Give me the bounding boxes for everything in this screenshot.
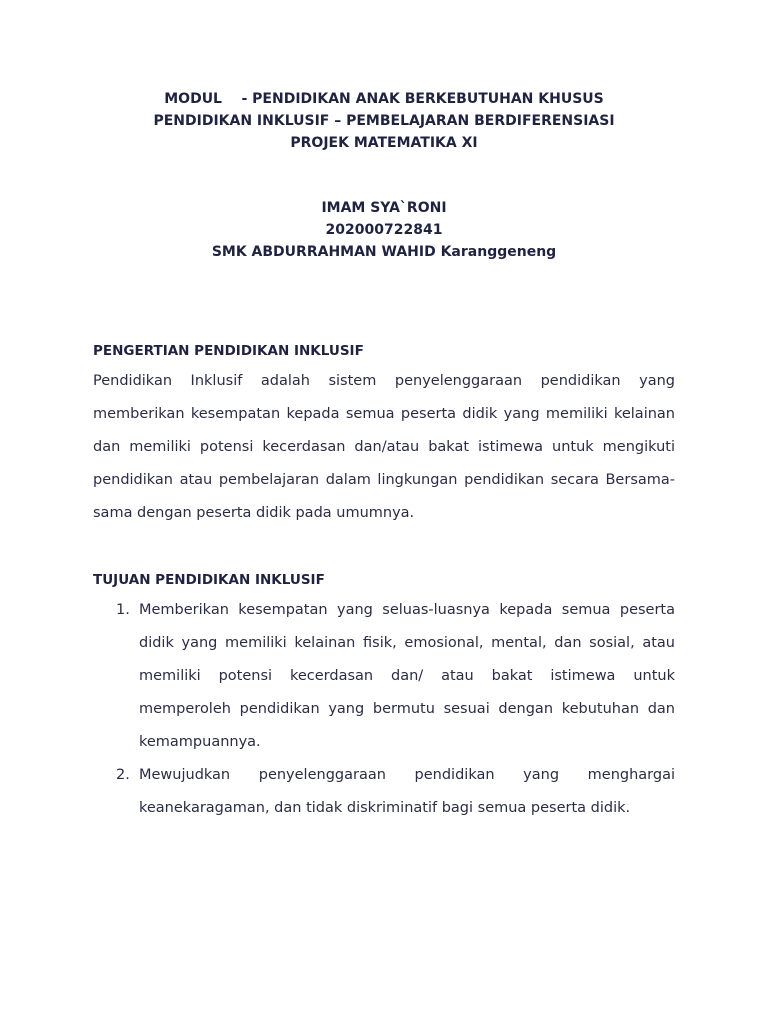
goals-heading: TUJUAN PENDIDIKAN INKLUSIF <box>93 572 325 588</box>
goals-list <box>93 594 675 825</box>
title-line-project: PROJEK MATEMATIKA XI <box>290 135 478 151</box>
list-item-number: 2. <box>116 767 130 783</box>
definition-paragraph: Pendidikan Inklusif adalah sistem penyelenggaraan pendidikan yang memberikan kesempatan kepada semua peserta didik yang memiliki kelainan dan memiliki potensi kecerdasan dan/atau bakat istimewa untuk mengikuti pendidikan atau pembelajaran dalam lingkungan pendidikan secara Bersama-sama dengan peserta didik pada umumnya. <box>93 373 675 521</box>
definition-heading: PENGERTIAN PENDIDIKAN INKLUSIF <box>93 343 364 359</box>
list-item-number: 1. <box>116 602 130 618</box>
goals-section <box>93 570 675 825</box>
title-line-topic: PENDIDIKAN INKLUSIF – PEMBELAJARAN BERDIFERENSIASI <box>153 113 615 129</box>
definition-section <box>93 341 675 530</box>
author-id-number: 202000722841 <box>325 222 443 238</box>
list-item <box>93 759 675 825</box>
list-item-text: Memberikan kesempatan yang seluas-luasnya kepada semua peserta didik yang memiliki kelainan fisik, emosional, mental, dan sosial, atau memiliki potensi kecerdasan dan/ atau bakat istimewa untuk memperoleh pendidikan yang bermutu sesuai dengan kebutuhan dan kemampuannya. <box>139 602 675 750</box>
author-info <box>0 197 768 263</box>
title-line-module: MODUL - PENDIDIKAN ANAK BERKEBUTUHAN KHUSUS <box>164 91 604 107</box>
author-name: IMAM SYA`RONI <box>321 200 447 216</box>
document-title <box>0 88 768 154</box>
author-school: SMK ABDURRAHMAN WAHID Karanggeneng <box>211 244 557 260</box>
list-item <box>93 594 675 759</box>
list-item-text: Mewujudkan penyelenggaraan pendidikan yang menghargai keanekaragaman, dan tidak diskriminatif bagi semua peserta didik. <box>139 767 675 816</box>
